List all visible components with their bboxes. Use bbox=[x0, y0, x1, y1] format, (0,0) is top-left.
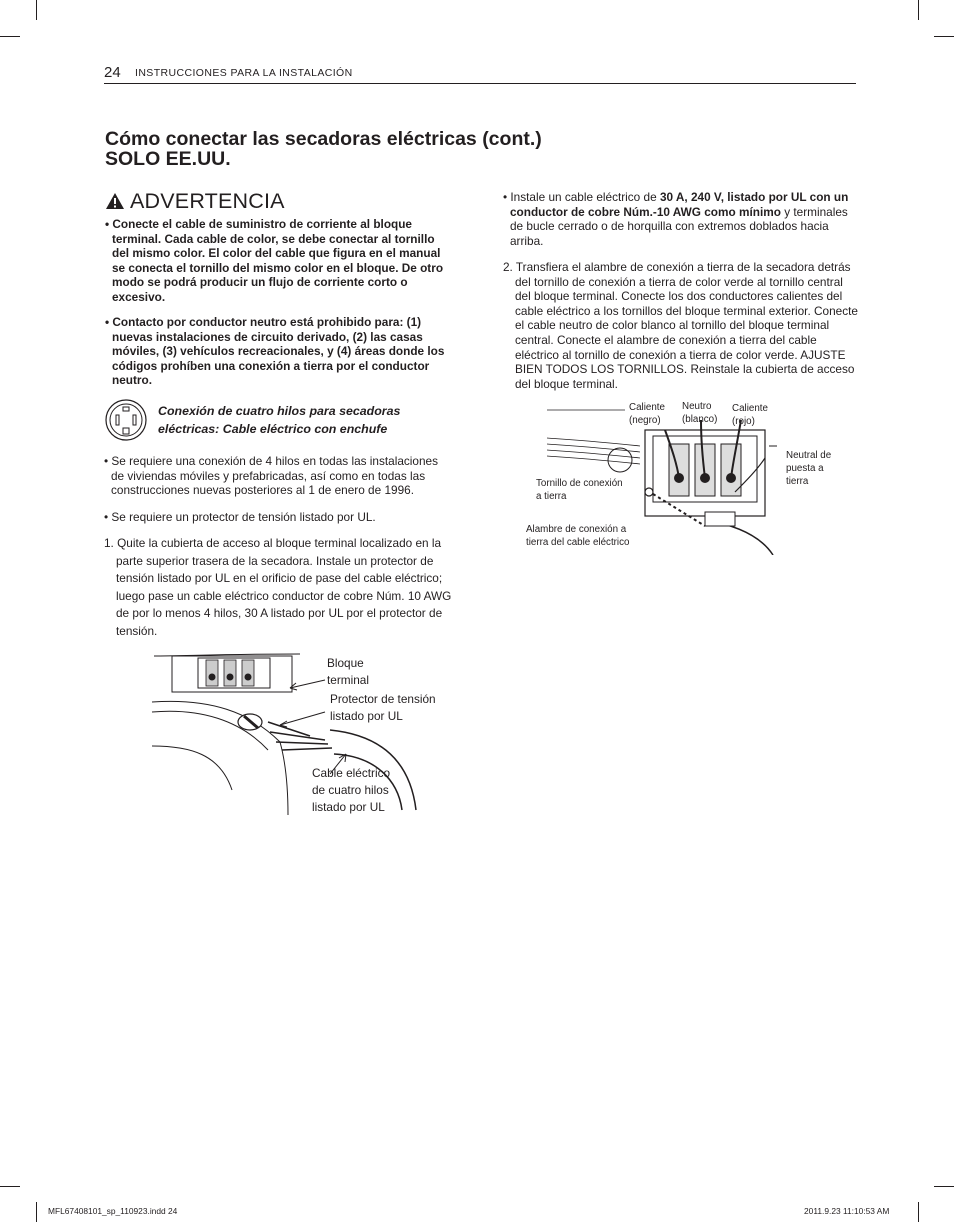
step-1: 1. Quite la cubierta de acceso al bloque terminal localizado en la parte superior trasera de la secadora. Instale un protector de tensión listado por UL en el orificio de pase del cable eléctrico; luego pase un cable eléctrico conductor de cobre Núm. 10 AWG de por lo menos 4 hilos, 30 A listado por UL por el protector de tensión. bbox=[104, 536, 452, 638]
page-title-line-2: SOLO EE.UU. bbox=[105, 148, 231, 170]
warning-label: ADVERTENCIA bbox=[130, 189, 285, 213]
footer-timestamp: 2011.9.23 11:10:53 AM bbox=[804, 1206, 890, 1216]
hot-red-label: Caliente (rojo) bbox=[732, 403, 768, 427]
hot-black-label: Caliente (negro) bbox=[629, 402, 665, 426]
four-wire-subheading: Conexión de cuatro hilos para secadoras eléctricas: Cable eléctrico con enchufe bbox=[158, 404, 401, 436]
step-2: 2. Transfiera el alambre de conexión a tierra de la secadora detrás del tornillo de conexión a tierra de color verde al tornillo central del bloque terminal. Conecte los dos conductores calientes del cable eléctrico a los tornillos del bloque terminal exterior. Conecte el cable neutro de color blanco al tornillo del bloque terminal central. Conecte el alambre de conexión a tierra del cable eléctrico al tornillo de conexión a tierra de color verde. AJUSTE BIEN TODOS LOS TORNILLOS. Reinstale la cubierta de acceso del bloque terminal. bbox=[503, 260, 858, 391]
ground-neutral-label: Neutral de puesta a tierra bbox=[786, 450, 832, 487]
strain-relief-label: Protector de tensión listado por UL bbox=[330, 692, 436, 723]
ground-wire-label: Alambre de conexión a tierra del cable eléctrico bbox=[526, 524, 630, 548]
warning-bullet-2: • Contacto por conductor neutro está prohibido para: (1) nuevas instalaciones de circuito derivado, (2) las casas móviles, (3) vehículos recreacionales, y (4) áreas donde los códigos prohíben una conexión a tierra por el conductor neutro. bbox=[105, 315, 445, 388]
crop-mark bbox=[918, 0, 919, 20]
cord-requirement-bullet: • Instale un cable eléctrico de 30 A, 240 V, listado por UL con un conductor de cobre Núm.-10 AWG como mínimo y terminales de bucle cerrado o de horquilla con extremos doblados hacia arriba. bbox=[503, 190, 849, 248]
four-prong-outlet-icon bbox=[105, 399, 147, 441]
power-cord-label: Cable eléctrico de cuatro hilos listado por UL bbox=[312, 766, 391, 814]
footer-file-name: MFL67408101_sp_110923.indd 24 bbox=[48, 1206, 178, 1216]
crop-mark bbox=[918, 1202, 919, 1222]
page-header bbox=[104, 64, 856, 84]
requirement-bullet-1: • Se requiere una conexión de 4 hilos en todas las instalaciones de viviendas móviles y prefabricadas, así como en todas las construcciones nuevas posteriores al 1 de enero de 1996. bbox=[104, 454, 439, 498]
crop-mark bbox=[36, 0, 37, 20]
ground-screw-label: Tornillo de conexión a tierra bbox=[536, 478, 623, 502]
neutral-white-label: Neutro (blanco) bbox=[682, 401, 718, 425]
crop-mark bbox=[36, 1202, 37, 1222]
requirement-bullet-2: • Se requiere un protector de tensión listado por UL. bbox=[104, 510, 376, 524]
crop-mark bbox=[0, 36, 20, 37]
warning-heading bbox=[105, 188, 285, 214]
page-title bbox=[105, 129, 605, 169]
crop-mark bbox=[934, 36, 954, 37]
section-label: INSTRUCCIONES PARA LA INSTALACIÓN bbox=[135, 67, 353, 79]
terminal-block-label: Bloque terminal bbox=[327, 656, 369, 687]
warning-bullet-1: • Conecte el cable de suministro de corriente al bloque terminal. Cada cable de color, se debe conectar al tornillo del mismo color. El color del cable que figura en el manual se conecta el tornillo del mismo color en el bloque. De otro modo se podrá producir un flujo de corriente corto o excesivo. bbox=[105, 217, 444, 304]
crop-mark bbox=[0, 1186, 20, 1187]
warning-triangle-icon bbox=[105, 192, 125, 210]
crop-mark bbox=[934, 1186, 954, 1187]
page-number: 24 bbox=[104, 64, 121, 81]
page-title-line-1: Cómo conectar las secadoras eléctricas (cont.) bbox=[105, 128, 542, 150]
